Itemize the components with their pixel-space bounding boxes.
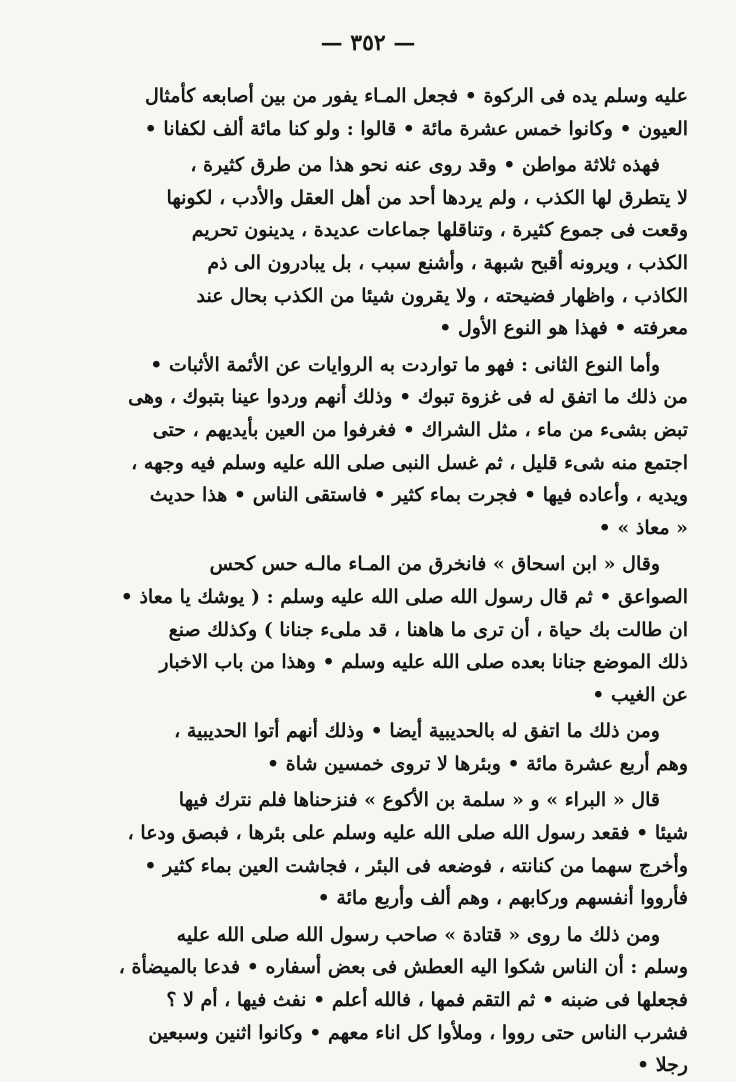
text-line: وقال « ابن اسحاق » فانخرق من المـاء مالـه حس كحس: [209, 553, 660, 576]
text-line: وهم أربع عشرة مائة • وبئرها لا تروى خمسين شاة •: [267, 752, 688, 775]
text-line: « معاذ » •: [598, 516, 688, 539]
text-line: وسلم : أن الناس شكوا اليه العطش فى بعض أسفاره • فدعا بالميضأة ،: [118, 956, 688, 979]
text-line: وأخرج سهما من كنانته ، فوضعه فى البئر ، فجاشت العين بماء كثير •: [144, 854, 688, 877]
text-line: ويديه ، وأعاده فيها • فجرت بماء كثير • فاستقى الناس • هذا حديث: [149, 484, 688, 507]
paragraph: [52, 784, 688, 914]
text-line: الكذب ، ويرونه أقبح شبهة ، وأشنع سبب ، بل يبادرون الى ذم: [207, 251, 688, 274]
paragraph: [52, 548, 688, 711]
text-line: الكاذب ، واظهار فضيحته ، ولا يقرون شيئا من الكذب بحال عند: [196, 284, 688, 307]
text-line: قال « البراء » و « سلمة بن الأكوع » فنزحناها فلم نترك فيها: [178, 789, 660, 812]
paragraph: [52, 149, 688, 345]
text-line: عن الغيب •: [592, 683, 688, 706]
paragraph: [52, 715, 688, 780]
text-line: من ذلك ما اتفق له فى غزوة تبوك • وذلك أنهم وردوا عينا بتبوك ، وهى: [128, 386, 688, 409]
text-line: ومن ذلك ما روى « قتادة » صاحب رسول الله صلى الله عليه: [176, 923, 660, 946]
text-line: فشرب الناس حتى رووا ، وملأوا كل اناء معهم • وكانوا اثنين وسبعين: [148, 1021, 688, 1044]
text-line: رجلا •: [636, 1054, 688, 1077]
text-line: الصواعق • ثم قال رسول الله صلى الله عليه وسلم : ( يوشك يا معاذ •: [120, 585, 688, 608]
text-line: وقعت فى جموع كثيرة ، وتناقلها جماعات عديدة ، يدينون تحريم: [191, 219, 688, 242]
text-line: فأرووا أنفسهم وركابهم ، وهم ألف وأربع مائة •: [317, 887, 688, 910]
text-line: ومن ذلك ما اتفق له بالحديبية أيضا • وذلك أنهم أتوا الحديبية ،: [174, 720, 660, 743]
text-line: وأما النوع الثانى : فهو ما تواردت به الروايات عن الأئمة الأثبات •: [150, 353, 660, 376]
text-line: ان طالت بك حياة ، أن ترى ما هاهنا ، قد ملىء جنانا ) وكذلك صنع: [168, 618, 688, 641]
text-line: عليه وسلم يده فى الركوة • فجعل المـاء يفور من بين أصابعه كأمثال: [144, 85, 688, 107]
text-line: تبض بشىء من ماء ، مثل الشراك • فغرفوا من العين بأيديهم ، حتى: [152, 418, 688, 441]
text-line: شيئا • فقعد رسول الله صلى الله عليه وسلم على بئرها ، فبصق ودعا ،: [127, 822, 688, 845]
text-line: لا يتطرق لها الكذب ، ولم يردها أحد من أهل العقل والأدب ، لكونها: [166, 186, 688, 209]
page-number: — ٣٥٢ —: [320, 30, 416, 56]
paragraph: [52, 349, 688, 545]
text-line: ذلك الموضع جنانا بعده صلى الله عليه وسلم • وهذا من باب الاخبار: [159, 651, 688, 674]
text-line: اجتمع منه شىء قليل ، ثم غسل النبى صلى الله عليه وسلم فيه وجهه ،: [131, 451, 688, 474]
text-line: معرفته • فهذا هو النوع الأول •: [439, 317, 688, 340]
text-line: فهذه ثلاثة مواطن • وقد روى عنه نحو هذا من طرق كثيرة ،: [190, 154, 660, 177]
paragraph: [52, 919, 688, 1082]
body-text: [52, 80, 688, 1082]
text-line: العيون • وكانوا خمس عشرة مائة • قالوا : ولو كنا مائة ألف لكفانا •: [144, 117, 688, 140]
text-line: فجعلها فى ضبنه • ثم التقم فمها ، فالله أعلم • نفث فيها ، أم لا ؟: [166, 989, 688, 1012]
paragraph: [52, 80, 688, 145]
